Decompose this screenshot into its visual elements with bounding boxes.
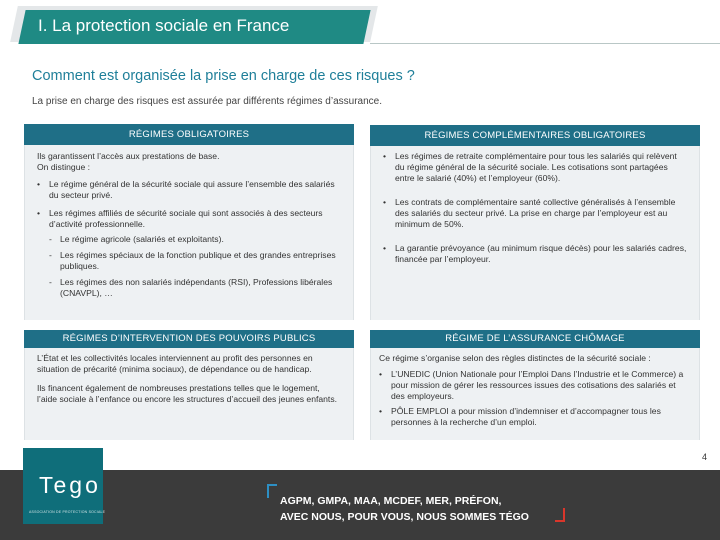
regimes-obligatoires-dash-3: - Les régimes des non salariés indépendants (RSI), Professions libérales (CNAVPL), … [37, 277, 341, 299]
pouvoirs-publics-para-1: L’État et les collectivités locales interviennent au profit des personnes en situation de précarité (minima sociaux), de dépendance ou de handicap. [37, 353, 313, 374]
bracket-top-left-icon [267, 484, 277, 498]
regimes-obligatoires-panel [24, 145, 354, 320]
header-bar [0, 0, 720, 46]
assurance-chomage-header: RÉGIME DE L’ASSURANCE CHÔMAGE [370, 330, 700, 348]
regimes-obligatoires-lead2: On distingue : [37, 162, 91, 172]
assurance-chomage-panel [370, 348, 700, 440]
pouvoirs-publics-header: RÉGIMES D’INTERVENTION DES POUVOIRS PUBLICS [24, 330, 354, 348]
tego-logo-text: Tego [39, 472, 101, 498]
footer-slogan-line-2: AVEC NOUS, POUR VOUS, NOUS SOMMES TÉGO [280, 511, 529, 523]
assurance-chomage-lead: Ce régime s’organise selon des règles distinctes de la sécurité sociale : [379, 353, 651, 363]
regimes-obligatoires-dash-2: - Les régimes spéciaux de la fonction publique et des grandes entreprises publiques. [37, 250, 341, 272]
regimes-complementaires-panel [370, 146, 700, 320]
regimes-complementaires-bullet-2: • Les contrats de complémentaire santé collective généralisés à l’ensemble des salariés du secteur privé. La prise en charge par l’employeur est au minimum de 50%. [383, 197, 687, 230]
header-rule [370, 43, 720, 44]
bracket-bottom-right-icon [555, 508, 565, 522]
tego-logo-subtitle: ASSOCIATION DE PROTECTION SOCIALE [29, 510, 106, 514]
section-subtitle: Comment est organisée la prise en charge de ces risques ? [32, 68, 415, 84]
footer-slogan [280, 493, 529, 525]
pouvoirs-publics-panel [24, 348, 354, 440]
page-number: 4 [702, 452, 708, 462]
regimes-obligatoires-bullet-1: • Le régime général de la sécurité sociale qui assure l’ensemble des salariés du secteur privé. [37, 179, 341, 201]
regimes-obligatoires-lead: Ils garantissent l’accès aux prestations de base. [37, 151, 220, 161]
regimes-obligatoires-header: RÉGIMES OBLIGATOIRES [24, 124, 354, 145]
intro-text: La prise en charge des risques est assurée par différents régimes d’assurance. [32, 96, 383, 107]
footer-slogan-line-1: AGPM, GMPA, MAA, MCDEF, MER, PRÉFON, [280, 495, 502, 507]
regimes-obligatoires-dash-1: - Le régime agricole (salariés et exploitants). [37, 234, 341, 245]
regimes-obligatoires-bullet-2: • Les régimes affiliés de sécurité sociale qui sont associés à des secteurs d’activité professionnelle. [37, 208, 341, 230]
assurance-chomage-bullet-1: • L’UNEDIC (Union Nationale pour l’Emploi Dans l’Industrie et le Commerce) a pour mission de gérer les ressources issues des cotisations des salariés et des employeurs. [379, 369, 689, 402]
assurance-chomage-bullet-2: • PÔLE EMPLOI a pour mission d’indemniser et d’accompagner tous les personnes à la recherche d’un emploi. [379, 406, 689, 428]
pouvoirs-publics-para-2: Ils financent également de nombreuses prestations telles que le logement, l’aide sociale à l’enfance ou encore les structures d’accueil des jeunes enfants. [37, 383, 338, 404]
regimes-complementaires-bullet-3: • La garantie prévoyance (au minimum risque décès) pour les salariés cadres, financée par l’employeur. [383, 243, 687, 265]
slide-title: I. La protection sociale en France [38, 16, 290, 35]
regimes-complementaires-bullet-1: • Les régimes de retraite complémentaire pour tous les salariés qui relèvent du régime général de la sécurité sociale. Les cotisations sont partagées entre le salarié (40%) et l’employeur (60%). [383, 151, 687, 184]
regimes-complementaires-header: RÉGIMES COMPLÉMENTAIRES OBLIGATOIRES [370, 125, 700, 146]
tego-logo [23, 448, 106, 524]
